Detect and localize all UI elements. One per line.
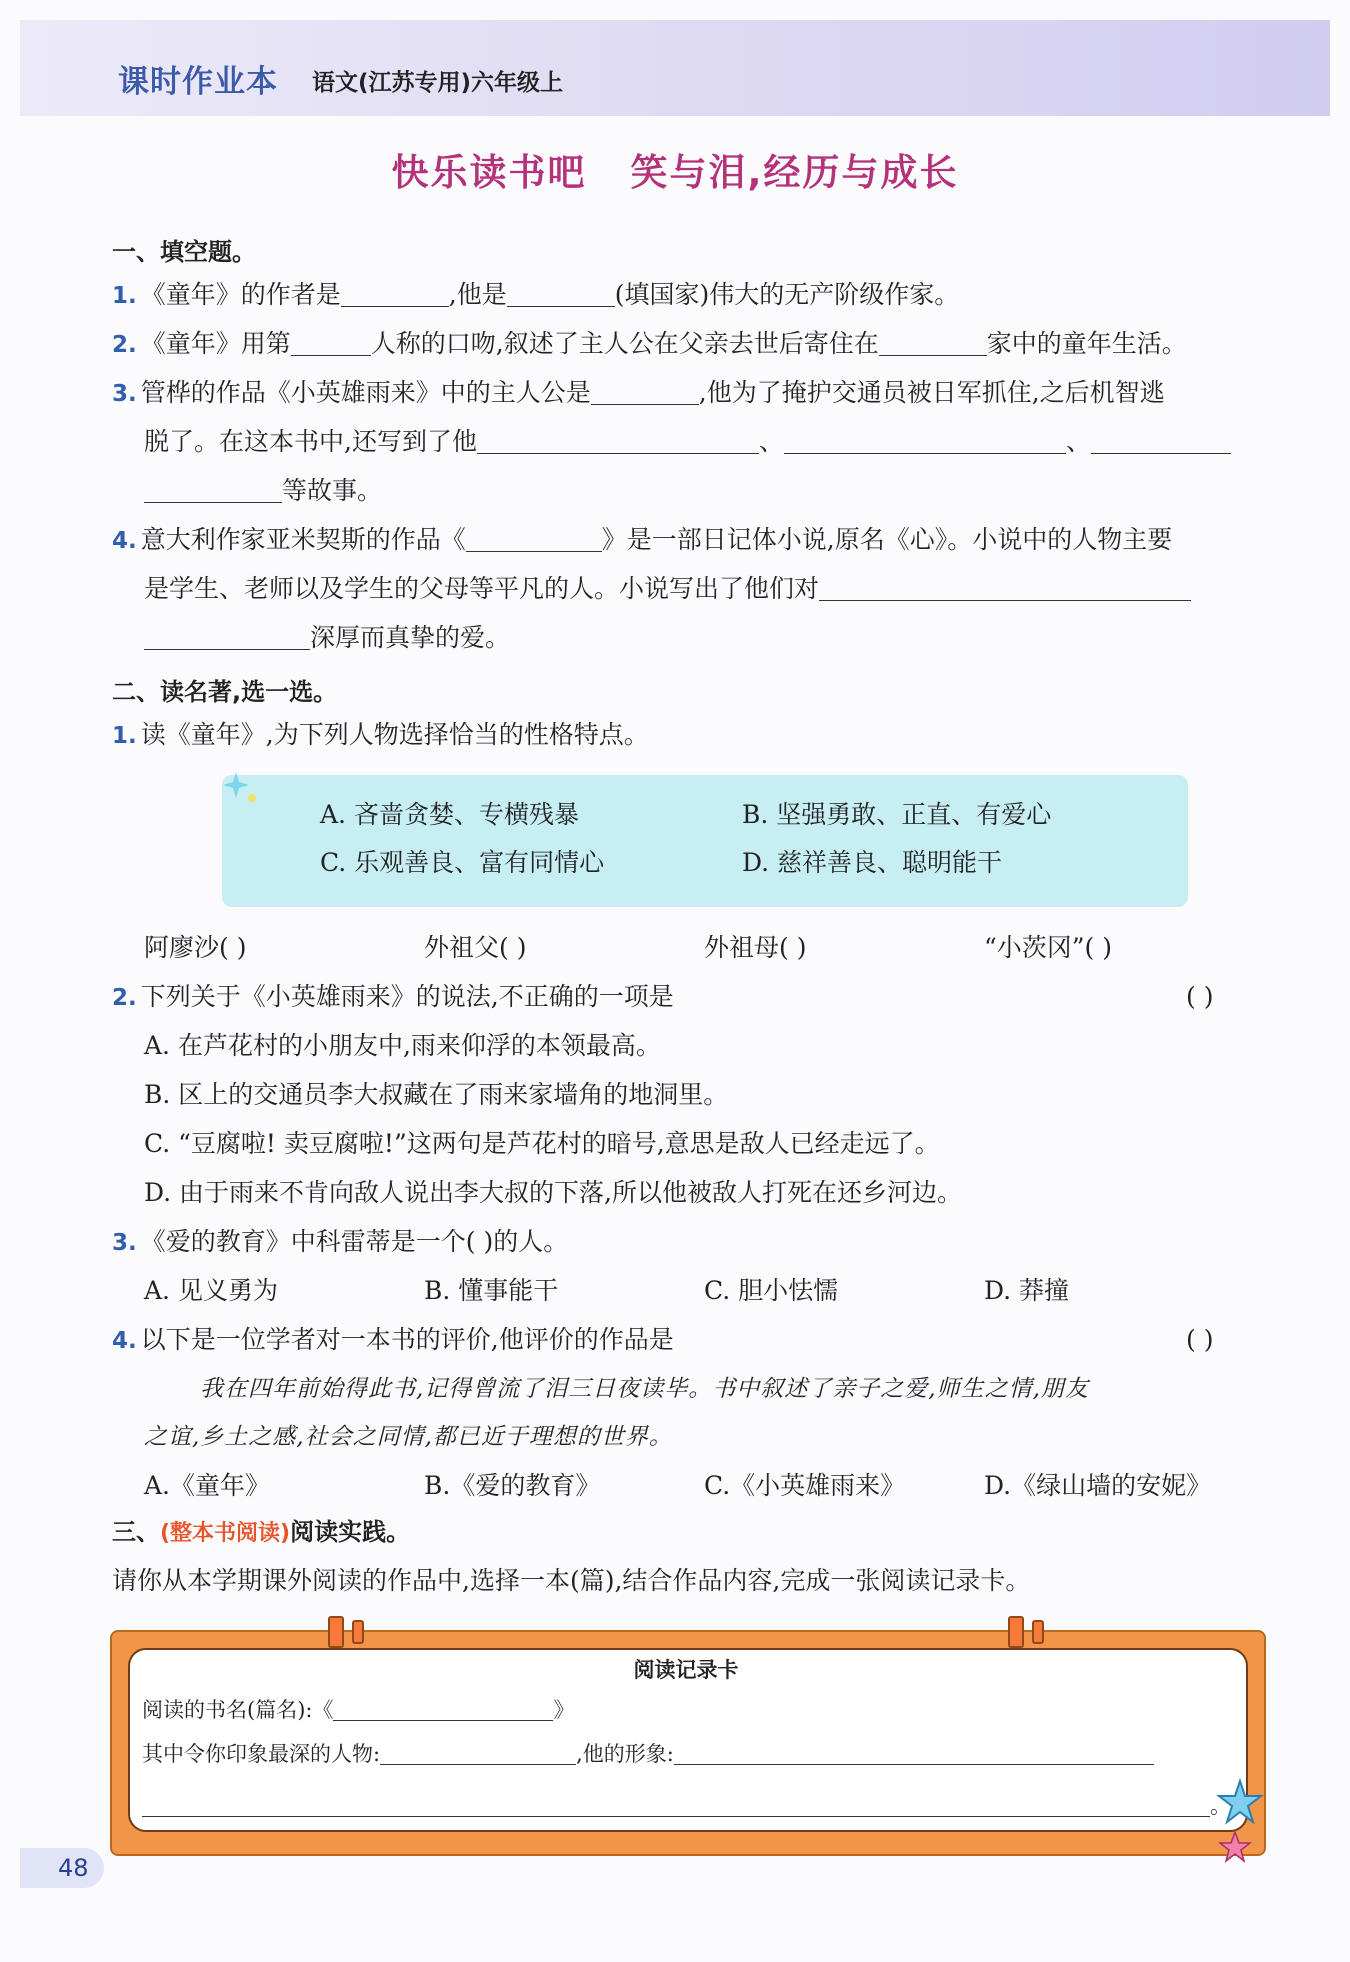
s2-q2-a: A. 在芦花村的小朋友中,雨来仰浮的本领最高。 (144, 1031, 661, 1060)
quote-line-1: 我在四年前始得此书,记得曾流了泪三日夜读毕。书中叙述了亲子之爱,师生之情,朋友 (200, 1376, 1089, 1402)
s2-q4: 4. 以下是一位学者对一本书的评价,他评价的作品是 (112, 1325, 674, 1354)
s2-q1: 1. 读《童年》,为下列人物选择恰当的性格特点。 (112, 720, 649, 749)
s1-q1: 1. 《童年》的作者是 ,他是 (填国家)伟大的无产阶级作家。 (112, 280, 960, 309)
card-title: 阅读记录卡 (633, 1658, 739, 1682)
clip-icon (328, 1616, 344, 1648)
person-xiaocigang[interactable]: “小茨冈”( ) (984, 933, 1113, 962)
book-name-input[interactable] (333, 1700, 553, 1721)
image-input[interactable] (674, 1744, 1154, 1765)
page-title (0, 142, 1350, 196)
star-icon (1216, 1778, 1264, 1826)
s2-q4-b: B.《爱的教育》 (424, 1471, 601, 1500)
q-number: 3. (112, 381, 137, 407)
s2-q3: 3. 《爱的教育》中科雷蒂是一个( )的人。 (112, 1227, 569, 1256)
answer-blank[interactable] (1091, 429, 1231, 454)
q-number: 1. (112, 283, 137, 309)
answer-blank[interactable] (507, 282, 615, 307)
character-input[interactable] (380, 1744, 576, 1765)
answer-blank[interactable] (819, 576, 1191, 601)
clip-icon (1032, 1620, 1044, 1644)
whole-book-tag: (整本书阅读) (160, 1521, 291, 1546)
q-number: 4. (112, 528, 137, 554)
clip-icon (1008, 1616, 1024, 1648)
card-character: 其中令你印象最深的人物: ,他的形象: (142, 1738, 1154, 1768)
clip-icon (352, 1620, 364, 1644)
s1-q4: 4. 意大利作家亚米契斯的作品《 》是一部日记体小说,原名《心》。小说中的人物主要 (112, 525, 1173, 554)
choice-b: B. 坚强勇敢、正直、有爱心 (742, 800, 1052, 829)
answer-blank[interactable] (341, 282, 449, 307)
answer-paren[interactable]: ( ) (1186, 1325, 1214, 1354)
card-book-name: 阅读的书名(篇名):《 》 (142, 1698, 575, 1722)
s2-q4-d: D.《绿山墙的安妮》 (984, 1471, 1212, 1500)
s1-q4-cont: 是学生、老师以及学生的父母等平凡的人。小说写出了他们对 (144, 574, 1191, 604)
title-left: 快乐读书吧 (391, 151, 587, 194)
answer-blank[interactable] (784, 429, 1066, 454)
section-2-heading: 二、读名著,选一选。 (112, 678, 338, 706)
quote-line-2: 之谊,乡土之感,社会之同情,都已近于理想的世界。 (144, 1424, 673, 1450)
q-number: 4. (112, 1328, 137, 1354)
s2-q4-c: C.《小英雄雨来》 (704, 1471, 906, 1500)
s2-q2-c: C. “豆腐啦! 卖豆腐啦!”这两句是芦花村的暗号,意思是敌人已经走远了。 (144, 1129, 940, 1158)
s2-q2-d: D. 由于雨来不肯向敌人说出李大叔的下落,所以他被敌人打死在还乡河边。 (144, 1178, 962, 1207)
answer-blank[interactable] (144, 478, 282, 503)
answer-blank[interactable] (466, 527, 602, 552)
section-1-heading: 一、填空题。 (112, 238, 256, 266)
answer-blank[interactable] (144, 625, 310, 650)
s2-q3-a: A. 见义勇为 (144, 1276, 278, 1305)
title-right: 笑与泪,经历与成长 (630, 151, 959, 194)
s2-q3-b: B. 懂事能干 (424, 1276, 559, 1305)
answer-paren[interactable]: ( ) (1186, 982, 1214, 1011)
s1-q3: 3. 管桦的作品《小英雄雨来》中的主人公是 ,他为了掩护交通员被日军抓住,之后机智逃 (112, 378, 1165, 407)
answer-blank[interactable] (477, 429, 759, 454)
answer-blank[interactable] (879, 331, 987, 356)
s2-q3-d: D. 莽撞 (984, 1276, 1070, 1305)
s1-q3-cont2: 等故事。 (144, 476, 382, 506)
person-grandmother[interactable]: 外祖母( ) (704, 933, 807, 962)
q-number: 2. (112, 332, 137, 358)
answer-blank[interactable] (591, 380, 699, 405)
s1-q2: 2. 《童年》用第 人称的口吻,叙述了主人公在父亲去世后寄住在 家中的童年生活。 (112, 329, 1187, 358)
choice-a: A. 吝啬贪婪、专横残暴 (320, 800, 579, 829)
choice-box (222, 775, 1188, 907)
person-grandfather[interactable]: 外祖父( ) (424, 933, 527, 962)
s2-q4-a: A.《童年》 (144, 1471, 271, 1500)
card-image-cont: 。 (142, 1790, 1231, 1820)
s2-q2: 2. 下列关于《小英雄雨来》的说法,不正确的一项是 (112, 982, 674, 1011)
s3-instruction: 请你从本学期课外阅读的作品中,选择一本(篇),结合作品内容,完成一张阅读记录卡。 (112, 1566, 1031, 1595)
star-icon (1218, 1830, 1252, 1864)
s1-q4-cont2: 深厚而真挚的爱。 (144, 623, 510, 653)
s2-q3-c: C. 胆小怯懦 (704, 1276, 839, 1305)
sparkle-icon (222, 770, 262, 810)
q-number: 1. (112, 723, 137, 749)
answer-blank[interactable] (291, 331, 371, 356)
choice-d: D. 慈祥善良、聪明能干 (742, 848, 1003, 877)
s1-q3-cont: 脱了。在这本书中,还写到了他 、 、 (144, 427, 1231, 457)
q-number: 3. (112, 1230, 137, 1256)
section-3-heading: 三、(整本书阅读)阅读实践。 (112, 1518, 411, 1546)
image-input-cont[interactable] (142, 1796, 1210, 1817)
series-brand: 课时作业本 (118, 64, 278, 100)
page-number: 48 (58, 1854, 89, 1882)
choice-c: C. 乐观善良、富有同情心 (320, 848, 605, 877)
q-number: 2. (112, 985, 137, 1011)
subject-label: 语文(江苏专用)六年级上 (312, 70, 564, 96)
s2-q2-b: B. 区上的交通员李大叔藏在了雨来家墙角的地洞里。 (144, 1080, 729, 1109)
person-aliosha[interactable]: 阿廖沙( ) (144, 933, 247, 962)
